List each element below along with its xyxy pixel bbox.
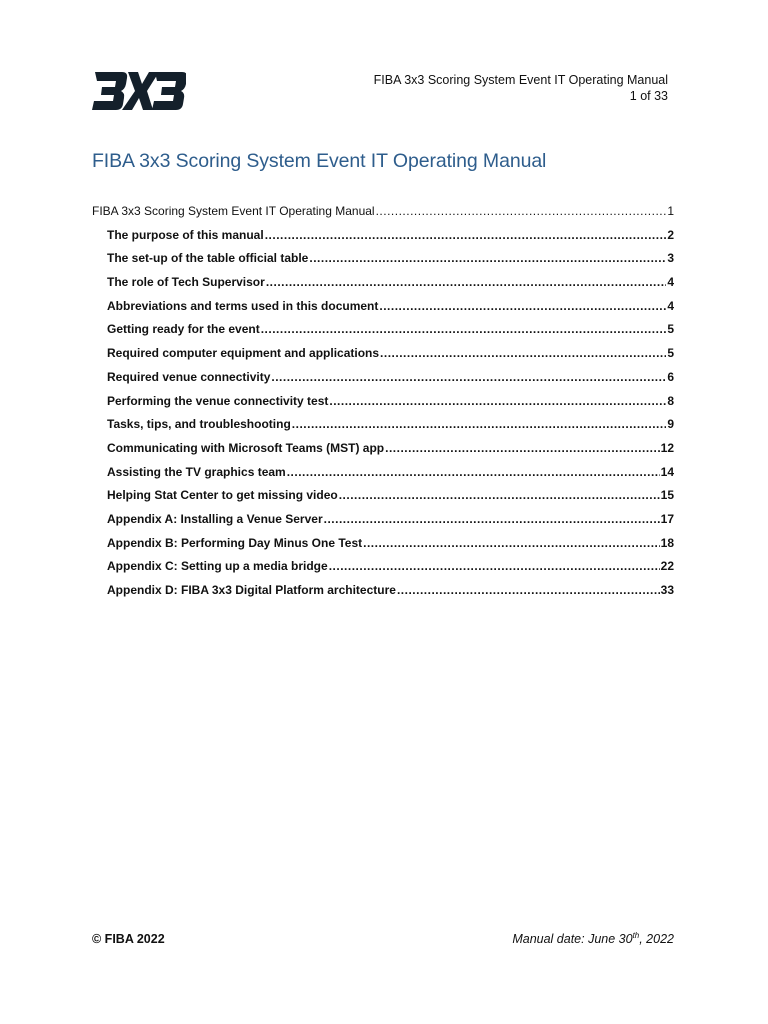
toc-dot-leader [329,558,660,574]
fiba-3x3-logo [92,70,186,112]
toc-dot-leader [385,440,660,456]
toc-entry[interactable] [92,535,674,559]
toc-entry-title: Appendix A: Installing a Venue Server [107,511,323,526]
running-header [374,72,668,104]
toc-entry-page-number: 22 [660,559,674,574]
toc-entry-title: The set-up of the table official table [107,251,309,266]
document-title: FIBA 3x3 Scoring System Event IT Operating Manual [92,150,547,172]
footer-date-prefix: Manual date: June 30 [512,932,633,946]
toc-dot-leader [324,511,660,527]
toc-entry-page-number: 17 [660,511,674,526]
toc-entry-page-number: 12 [660,440,674,455]
footer-copyright: © FIBA 2022 [92,932,165,946]
toc-entry-page-number: 4 [667,298,674,313]
toc-entry-title: FIBA 3x3 Scoring System Event IT Operating Manual [92,204,375,218]
toc-entry-page-number: 3 [667,251,674,266]
toc-dot-leader [329,393,666,409]
toc-entry-title: Appendix C: Setting up a media bridge [107,559,328,574]
toc-dot-leader [271,369,666,385]
toc-entry-page-number: 18 [660,535,674,550]
toc-entry[interactable] [92,464,674,488]
header-doc-name: FIBA 3x3 Scoring System Event IT Operating Manual [373,73,668,87]
toc-entry[interactable] [92,227,674,251]
toc-entry[interactable] [92,511,674,535]
toc-entry-page-number: 33 [660,583,674,597]
toc-entry-page-number: 1 [667,204,674,218]
toc-entry-title: Assisting the TV graphics team [107,464,286,479]
toc-dot-leader [266,274,667,290]
toc-entry[interactable] [92,203,674,227]
toc-entry-title: Required venue connectivity [107,369,271,384]
toc-entry-page-number: 2 [667,227,674,242]
toc-entry-title: Required computer equipment and applications [107,346,380,361]
toc-entry-page-number: 5 [667,346,674,361]
toc-entry-page-number: 4 [667,275,674,290]
toc-entry-title: Tasks, tips, and troubleshooting [107,417,291,432]
toc-entry-title: Getting ready for the event [107,322,260,337]
toc-entry[interactable] [92,345,674,369]
toc-entry[interactable] [92,558,674,582]
toc-entry-page-number: 8 [667,393,674,408]
toc-dot-leader [292,416,667,432]
header-page-indicator: 1 of 33 [629,89,668,103]
footer-manual-date [512,932,674,946]
toc-dot-leader [379,298,666,314]
toc-dot-leader [363,535,660,551]
toc-entry[interactable] [92,582,674,606]
toc-entry-title: Appendix B: Performing Day Minus One Test [107,535,363,550]
toc-entry[interactable] [92,487,674,511]
toc-dot-leader [339,487,660,503]
toc-dot-leader [265,227,667,243]
toc-entry-title: Communicating with Microsoft Teams (MST) app [107,440,385,455]
toc-dot-leader [309,250,666,266]
footer-date-year: , 2022 [639,932,674,946]
footer-date-suffix: th [632,930,640,940]
toc-entry-title: The purpose of this manual [107,227,264,242]
toc-dot-leader [397,582,660,598]
toc-entry-title: Performing the venue connectivity test [107,393,329,408]
toc-dot-leader [261,321,667,337]
toc-entry-title: Appendix D: FIBA 3x3 Digital Platform architecture [107,583,396,597]
toc-entry-page-number: 5 [667,322,674,337]
toc-dot-leader [380,345,666,361]
toc-entry-page-number: 9 [667,417,674,432]
toc-entry[interactable] [92,393,674,417]
toc-entry[interactable] [92,274,674,298]
toc-entry[interactable] [92,321,674,345]
toc-entry[interactable] [92,250,674,274]
toc-entry[interactable] [92,298,674,322]
toc-entry[interactable] [92,369,674,393]
toc-entry-title: Helping Stat Center to get missing video [107,488,338,503]
table-of-contents [92,203,674,606]
toc-entry[interactable] [92,416,674,440]
toc-entry-title: The role of Tech Supervisor [107,275,265,290]
toc-entry-page-number: 14 [660,464,674,479]
toc-entry-page-number: 6 [667,369,674,384]
toc-entry-title: Abbreviations and terms used in this document [107,298,379,313]
toc-dot-leader [376,203,667,219]
toc-dot-leader [287,464,660,480]
toc-entry[interactable] [92,440,674,464]
toc-entry-page-number: 15 [660,488,674,503]
